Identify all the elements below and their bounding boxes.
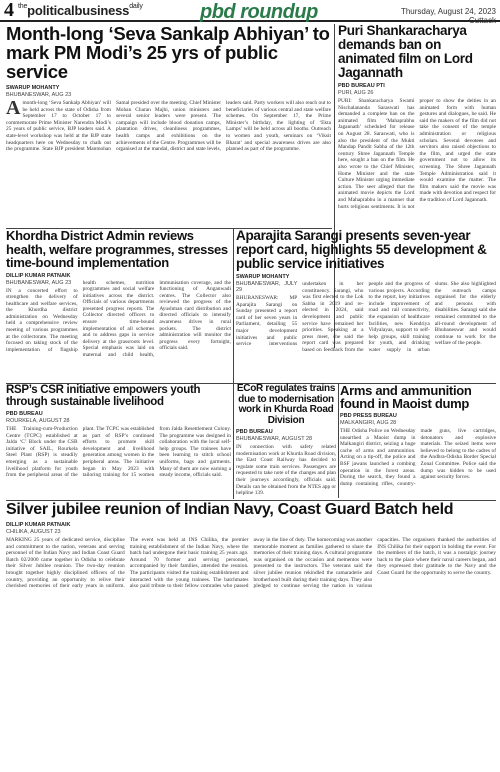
dateline-place: ROURKELA, AUGUST 28 bbox=[6, 418, 70, 424]
headline: Khordha District Admin reviews health, welfare programmes, stresses time-bound implementation bbox=[6, 228, 228, 270]
article-body: BHUBANESWAR, AUG 23 IN a concerted effort to strengthen the delivery of healthcare and welfare services, the Khordha district administration on Wednesday held a comprehensive review meeting of various programmes at the collectorate. The meeting focused on taking stock of the implementation of flagship health schemes, nutrition programmes and social welfare initiatives across the district. Officials of various departments presented progress reports. The Collector directed officers to ensure time-bound implementation of all schemes and to address gaps in service delivery at the grassroots level. Special emphasis was laid on maternal and child health, immunisation coverage, and the functioning of Anganwadi centres. The Collector also reviewed the progress of the Ayushman card distribution and directed officials to intensify awareness drives in rural pockets. The district administration will monitor the progress every fortnight, officials said. bbox=[6, 279, 231, 359]
byline: PBD PRESS BUREAU bbox=[340, 413, 397, 419]
article-aparajita-sarangi bbox=[236, 229, 496, 382]
headline: RSP’s CSR initiative empowers youth through sustainable livelihood bbox=[6, 384, 201, 408]
headline: Month-long ‘Seva Sankalp Abhiyan’ to mark PM Modi’s 25 yrs of public service bbox=[6, 23, 330, 82]
article-body: BHUBANESWAR, JULY 29 BHUBANESWAR: MP Aparajita Sarangi on Sunday presented a report card of her seven years in Parliament, detailing 55 major development initiatives and public service interventions undertaken in her constituency. Sarangi, who was first elected to the Lok Sabha in 2019 and re-elected in 2024, said development and public service have remained her priorities. Speaking at a press meet, she said the report card was prepared based on feedback from the people and the progress of various projects. According to the report, key initiatives include improvement of road and rail connectivity, the expansion of healthcare facilities, new Kendriya Vidyalayas, support to self-help groups, skill training for youth, and drinking water supply in urban slums. She also highlighted the outreach camps organised for the elderly and persons with disabilities. Sarangi said she remained committed to the all-round development of Bhubaneswar and would continue to work for the welfare of the people. bbox=[236, 281, 496, 353]
article-body: THE Training-cum-Production Centre (TCPC) established at Jalda ‘C’ Block under the CSR initiative of SAIL, Rourkela Steel Plant (RSP) is steadily emerging as a sustainable livelihood platform for youth from the peripheral areas of the plant. The TCPC was established as part of RSP’s continued efforts to promote skill development and livelihood generation among women in the peripheral areas. The initiative began in May 2023 with tailoring training for 15 women from Jalda Resettlement Colony. The programme was designed in collaboration with the local self-help groups. The trainees have been learning to stitch school uniforms, bags and garments. Many of them are now earning a steady income, officials said. bbox=[6, 426, 231, 479]
newspaper-logo: $^{the}$politicalbusiness$^{daily}$ bbox=[18, 3, 143, 18]
byline: SWARUP MOHANTY bbox=[6, 85, 60, 91]
masthead bbox=[0, 0, 500, 25]
article-navy-reunion bbox=[6, 502, 496, 768]
byline: PBD BUREAU PTI bbox=[338, 83, 385, 89]
dateline-place: BHUBANESWAR, AUGUST 28 bbox=[236, 436, 313, 442]
article-body: MARKING 25 years of dedicated service, discipline and commitment to the nation, veterans and serving personnel of the Indian Navy and Indian Coast Guard Batch 02/2000 came together in Odisha to celebrate their Silver Jubilee reunion. The two-day reunion brought together highly disciplined officers of the country, providing an opportunity to relive their cherished memories of their early years in uniform. The event was held at INS Chilika, the premier training establishment of the Indian Navy, where the batch had undergone their basic training 25 years ago. Around 70 former and serving personnel, accompanied by their families, attended the reunion. The participants visited the training establishment and interacted with the young trainees. The batchmates also paid tribute to their fellow comrades who passed away in the line of duty. The homecoming was another memorable moment as families gathered to share the memories of their training days. A cultural programme was organised on the occasion and mementos were presented to the instructors. The veterans said the silver jubilee reunion rekindled the camaraderie and brotherhood built during their training days. They also pledged to continue serving the nation in various capacities. The organisers thanked the authorities of INS Chilika for their support in holding the event. For the members of the batch, it was a nostalgic journey back to the place where their naval careers began, and they expressed their gratitude to the Navy and the Coast Guard for the opportunity to serve the country. bbox=[6, 537, 496, 590]
issue-place: Cuttack bbox=[468, 16, 496, 25]
article-body: THE Odisha Police on Wednesday unearthed a Maoist dump in Malkangiri district, seizing a huge cache of arms and ammunition. Acting on a tip-off, the police and BSF jawans launched a combing operation in the forest areas. During the search, they found a dump containing rifles, country-made guns, live cartridges, detonators and explosive materials. The seized items were believed to belong to the cadres of the Andhra-Odisha Border Special Zonal Committee. Police said the dump was hidden to be used against security forces. bbox=[340, 428, 496, 487]
dateline-place: PURI, AUG 26 bbox=[338, 90, 374, 96]
headline: Arms and ammunition found in Maoist dump bbox=[340, 383, 472, 411]
article-khordha-admin bbox=[6, 229, 231, 382]
article-body: Amonth-long ‘Seva Sankalp Abhiyan’ will be held across the state of Odisha from September 17 to October 17 to commemorate Prime Minister Narendra Modi’s 25 years of public service, BJP leaders said. A state-level workshop was held at the BJP state headquarters here on Wednesday to chalk out the programme. State BJP president Manmohan Samal presided over the meeting. Chief Minister Mohan Charan Majhi, union ministers and several senior leaders were present. The campaign will include blood donation camps, plantation drives, cleanliness programmes, health camps and exhibitions on the achievements of the Centre. Programmes will be organised at the mandal, district and state levels, leaders said. Party workers will also reach out to beneficiaries of various central and state welfare schemes. On September 17, the Prime Minister’s birthday, the lighting of ‘Ekta Lamps’ will be held across all booths. Outreach to women and youth, seminars on ‘Viksit Bharat’ and special awareness drives are also planned as part of the programme. bbox=[6, 100, 331, 153]
article-maoist-dump bbox=[340, 384, 496, 498]
dateline-place: CHILIKA, AUGUST 23 bbox=[6, 529, 61, 535]
headline: Aparajita Sarangi presents seven-year report card, highlights 55 development & public service initiatives bbox=[236, 228, 487, 271]
headline: ECoR regulates trains due to modernisation work in Khurda Road Division bbox=[236, 383, 336, 426]
column-divider bbox=[233, 229, 234, 499]
dateline-place: BHUBANESWAR, AUG 23 bbox=[6, 92, 72, 98]
byline: PBD BUREAU bbox=[6, 411, 43, 417]
byline: DILLIP KUMAR PATNAIK bbox=[6, 522, 71, 528]
dropcap: A bbox=[6, 100, 21, 119]
article-seva-sankalp bbox=[6, 24, 331, 228]
headline: Puri Shankaracharya demands ban on animated film on Lord Jagannath bbox=[338, 23, 473, 80]
headline: Silver jubilee reunion of Indian Navy, Coast Guard Batch held bbox=[6, 501, 454, 518]
section-title: pbd roundup bbox=[200, 1, 318, 23]
page-number: 4 bbox=[4, 0, 14, 21]
byline: SWARUP MOHANTY bbox=[236, 274, 290, 280]
byline: PBD BUREAU bbox=[236, 429, 273, 435]
article-body: PURI: Shankaracharya Swami Nischalananda Saraswati has demanded a complete ban on the animated film ‘Mahaprabhu Jagannath’ scheduled for release on August 28. Saraswati, who is also the president of the Mukti Mandap Pandit Sabha of the 12th century Shree Jagannath Temple here, sought a ban on the film. He also wrote to the Chief Minister, Home Minister and the state Culture Minister urging immediate action. The seer alleged that the animated movie depicts the Lord and Mahaprabhu in a manner that hurts religious sentiments. It is not proper to show the deities in an animated form with human gestures and dialogues, he said. He said the makers of the film did not take the consent of the temple administration or religious scholars. Several devotees and servitors also raised objections to the film, and urged the state government not to allow its screening. The Shree Jagannath Temple Administration said it would examine the matter. The film makers said the movie was made with devotion and respect for the tradition of Lord Jagannath. bbox=[338, 98, 496, 210]
article-body: IN connection with safety related modernisation work at Khurda Road division, the East Coast Railway has decided to regulate some train services. Passengers are requested to take note of the changes and plan their journeys accordingly, officials said. Details can be obtained from the NTES app or helpline 139. bbox=[236, 444, 336, 497]
article-ecor-trains bbox=[236, 384, 336, 498]
byline: DILLIP KUMAR PATNAIK bbox=[6, 272, 71, 279]
article-rsp-csr bbox=[6, 384, 231, 498]
issue-date: Thursday, August 24, 2023 bbox=[400, 7, 496, 16]
dateline-place: MALKANGIRI, AUG 28 bbox=[340, 420, 397, 426]
column-divider bbox=[338, 384, 339, 498]
